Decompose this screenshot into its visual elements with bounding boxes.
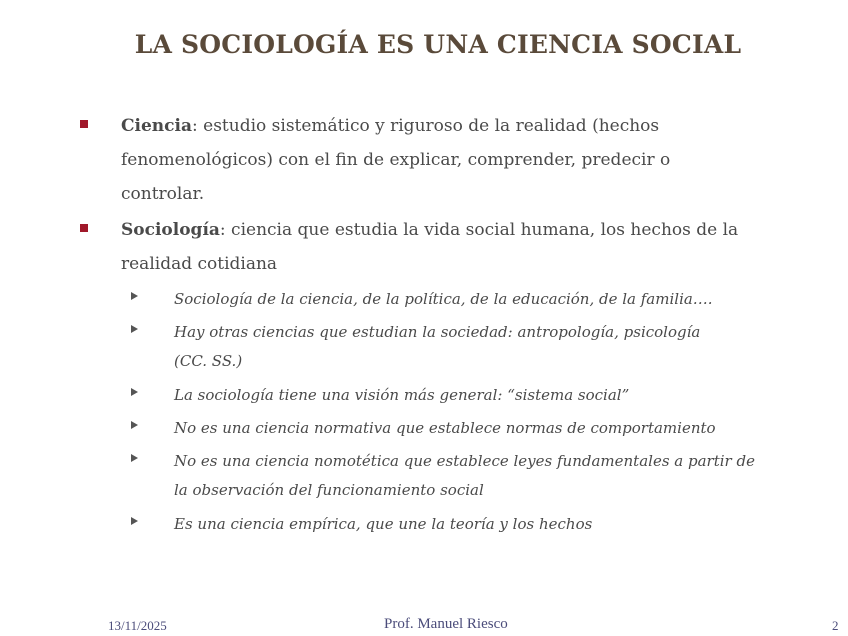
bullet-text: : estudio sistemático y riguroso de la realidad (hechos fenomenológicos) con el fin de explicar, comprender, predecir o controlar. [121,116,671,204]
page-number: 2 [832,618,839,633]
sub-bullet: Hay otras ciencias que estudian la sociedad: antropología, psicología (CC. SS.) [174,323,701,370]
bullet-term: Sociología [121,220,220,240]
sub-bullet: Es una ciencia empírica, que une la teoría y los hechos [174,515,593,533]
arrow-bullet-icon [131,454,138,462]
square-bullet-icon [80,224,88,232]
arrow-bullet-icon [131,388,138,396]
arrow-bullet-icon [131,421,138,429]
square-bullet-icon [80,120,88,128]
footer-author: Prof. Manuel Riesco [384,616,508,632]
sub-bullet: Sociología de la ciencia, de la política, de la educación, de la familia…. [174,290,713,308]
slide-title: LA SOCIOLOGÍA ES UNA CIENCIA SOCIAL [134,30,742,59]
bullet-text: : ciencia que estudia la vida social humana, los hechos de la realidad cotidiana [121,220,739,274]
arrow-bullet-icon [131,517,138,525]
bullet-sociologia [121,213,741,281]
sub-bullet: La sociología tiene una visión más general: “sistema social” [174,386,630,404]
arrow-bullet-icon [131,325,138,333]
sub-bullet: No es una ciencia nomotética que establece leyes fundamentales a partir de la observación del funcionamiento social [174,452,755,499]
bullet-term: Ciencia [121,116,192,136]
footer-date: 13/11/2025 [108,618,167,633]
bullet-ciencia [121,109,741,211]
arrow-bullet-icon [131,292,138,300]
sub-bullet: No es una ciencia normativa que establece normas de comportamiento [174,419,716,437]
